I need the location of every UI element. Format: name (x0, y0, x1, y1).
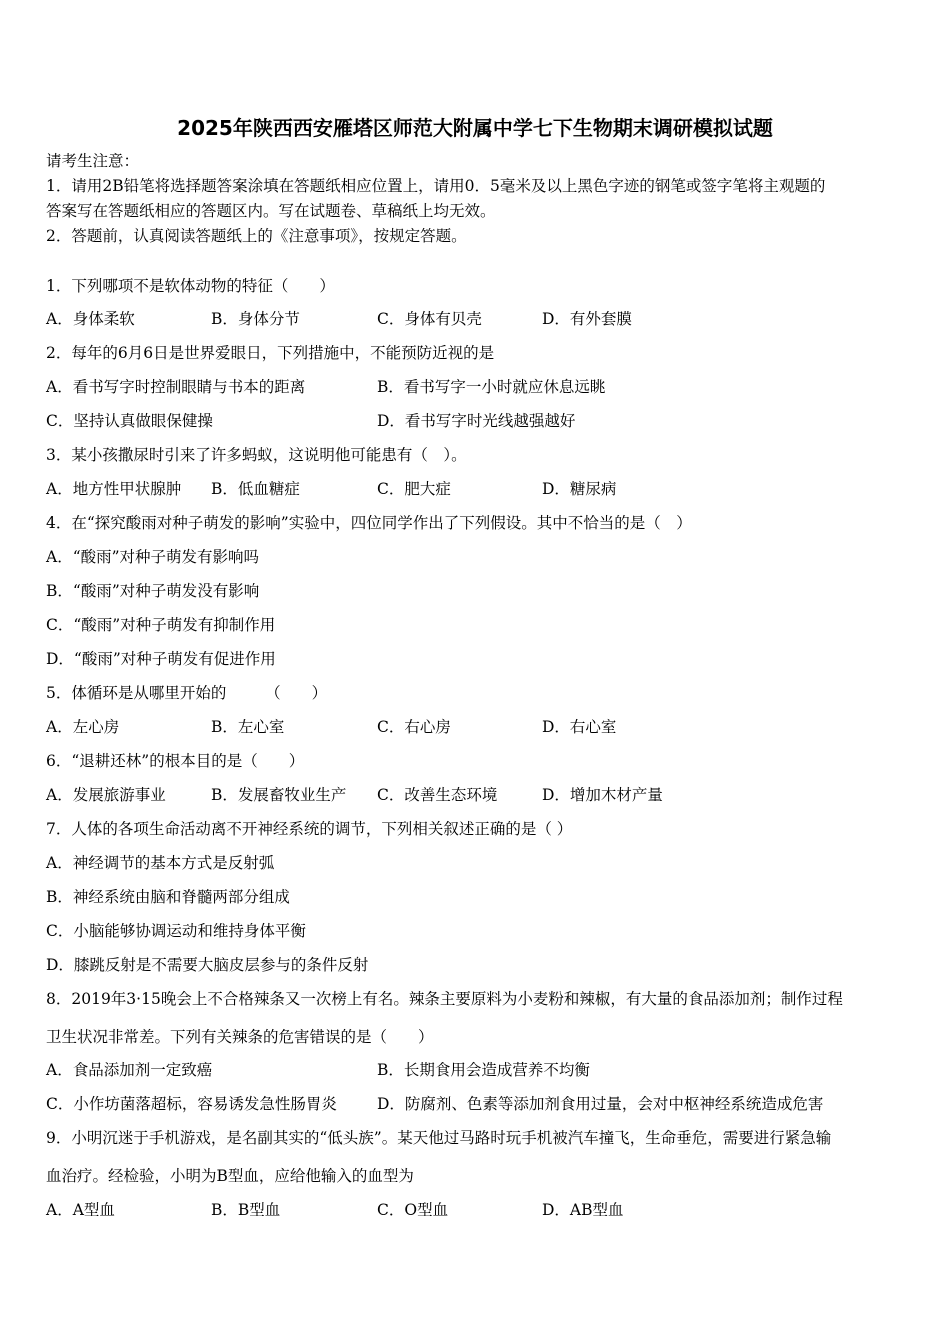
question-3-stem: 3．某小孩撒尿时引来了许多蚂蚁，这说明他可能患有（ ）。 (46, 446, 467, 464)
option: D．“酸雨”对种子萌发有促进作用 (46, 650, 276, 668)
option: D．AB型血 (542, 1201, 624, 1219)
question-7-stem: 7．人体的各项生命活动离不开神经系统的调节，下列相关叙述正确的是（ ） (46, 820, 573, 838)
option: C．改善生态环境 (377, 786, 498, 804)
notice-line: 答案写在答题纸相应的答题区内。写在试题卷、草稿纸上均无效。 (46, 202, 496, 220)
option: C．小作坊菌落超标，容易诱发急性肠胃炎 (46, 1095, 337, 1113)
option: D．有外套膜 (542, 310, 632, 328)
question-8-stem: 卫生状况非常差。下列有关辣条的危害错误的是（ ） (46, 1028, 434, 1046)
option: D．防腐剂、色素等添加剂食用过量，会对中枢神经系统造成危害 (377, 1095, 824, 1113)
option: C．O型血 (377, 1201, 449, 1219)
option: A．“酸雨”对种子萌发有影响吗 (46, 548, 260, 566)
question-5-stem: 5．体循环是从哪里开始的 （ ） (46, 684, 328, 702)
option: C．身体有贝壳 (377, 310, 482, 328)
question-9-stem: 血治疗。经检验，小明为B型血，应给他输入的血型为 (46, 1167, 414, 1185)
option: B．神经系统由脑和脊髓两部分组成 (46, 888, 290, 906)
notice-heading: 请考生注意： (46, 152, 140, 170)
question-4-stem: 4．在“探究酸雨对种子萌发的影响”实验中，四位同学作出了下列假设。其中不恰当的是（ ） (46, 514, 692, 532)
page-title: 2025年陕西西安雁塔区师范大附属中学七下生物期末调研模拟试题 (177, 116, 773, 140)
option: B．长期食用会造成营养不均衡 (377, 1061, 590, 1079)
option: B．“酸雨”对种子萌发没有影响 (46, 582, 260, 600)
option: B．左心室 (211, 718, 285, 736)
question-8-stem: 8．2019年3·15晚会上不合格辣条又一次榜上有名。辣条主要原料为小麦粉和辣椒，有大量的食品添加剂；制作过程 (46, 990, 843, 1008)
option: A．看书写字时控制眼睛与书本的距离 (46, 378, 306, 396)
option: D．增加木材产量 (542, 786, 663, 804)
option: B．低血糖症 (211, 480, 300, 498)
question-1-stem: 1．下列哪项不是软体动物的特征（ ） (46, 277, 335, 295)
option: A．神经调节的基本方式是反射弧 (46, 854, 275, 872)
option: A．左心房 (46, 718, 120, 736)
option: D．膝跳反射是不需要大脑皮层参与的条件反射 (46, 956, 369, 974)
option: C．小脑能够协调运动和维持身体平衡 (46, 922, 306, 940)
option: A．地方性甲状腺肿 (46, 480, 182, 498)
option: C．肥大症 (377, 480, 451, 498)
option: D．糖尿病 (542, 480, 617, 498)
notice-line: 2．答题前，认真阅读答题纸上的《注意事项》，按规定答题。 (46, 227, 467, 245)
option: D．右心室 (542, 718, 617, 736)
question-9-stem: 9．小明沉迷于手机游戏，是名副其实的“低头族”。某天他过马路时玩手机被汽车撞飞，生命垂危，需要进行紧急输 (46, 1129, 832, 1147)
option: B．看书写字一小时就应休息远眺 (377, 378, 606, 396)
option: C．“酸雨”对种子萌发有抑制作用 (46, 616, 276, 634)
option: A．身体柔软 (46, 310, 135, 328)
option: A．A型血 (46, 1201, 115, 1219)
question-6-stem: 6．“退耕还林”的根本目的是（ ） (46, 752, 305, 770)
option: B．发展畜牧业生产 (211, 786, 347, 804)
option: B．B型血 (211, 1201, 281, 1219)
notice-line: 1．请用2B铅笔将选择题答案涂填在答题纸相应位置上，请用0．5毫米及以上黑色字迹的钢笔或签字笔将主观题的 (46, 177, 826, 195)
option: B．身体分节 (211, 310, 300, 328)
option: A．发展旅游事业 (46, 786, 166, 804)
option: D．看书写字时光线越强越好 (377, 412, 576, 430)
option: C．右心房 (377, 718, 451, 736)
question-2-stem: 2．每年的6月6日是世界爱眼日，下列措施中，不能预防近视的是 (46, 344, 495, 362)
option: C．坚持认真做眼保健操 (46, 412, 213, 430)
option: A．食品添加剂一定致癌 (46, 1061, 213, 1079)
